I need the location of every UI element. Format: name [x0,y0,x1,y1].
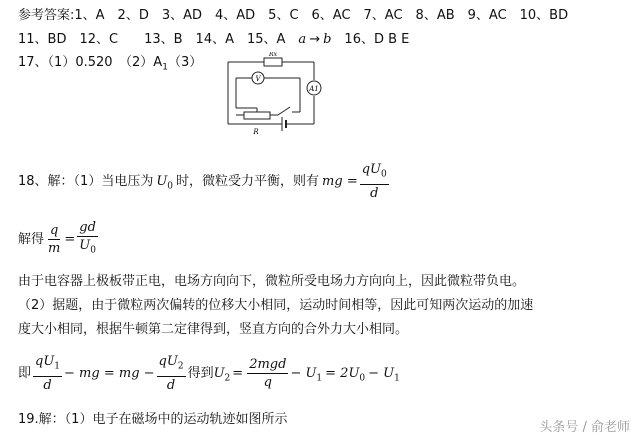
arrow-to-b: b [323,32,332,47]
eq-tail-sub1b: 1 [394,373,400,384]
eq-tail-sub0: 0 [359,373,366,384]
eq-f3-num: 2mgd [249,356,287,372]
q18-solve-line [18,220,100,259]
solve-label: 解得 [18,231,45,247]
circuit-diagram [222,52,338,138]
watermark: 头条号 / 俞老师 [539,420,630,435]
q18-text-b: 时，微粒受力平衡，则有 [176,173,320,189]
eq-f2-den: d [166,377,176,393]
frac1-den: d [370,185,379,201]
q19-line-1 [18,408,287,427]
answers-text-2b: 16、D B E [331,32,410,47]
frac3-num: gd [79,220,96,235]
q18-text-a: 18、解：（1）当电压为 [18,173,154,189]
para3-text: 度大小相同，根据牛顿第二定律得到，竖直方向的合外力大小相同。 [18,322,409,337]
eq-tail-c: − U [368,365,395,381]
frac1-num-sub: 0 [381,169,387,180]
answers-text-2a: 11、BD 12、C 13、B 14、A 15、A [18,32,299,47]
eq-label: 即 [18,365,32,381]
ammeter-label: A1 [309,85,319,93]
eq-f1-num: qU [35,354,55,369]
q19-text: 19.解：（1）电子在磁场中的运动轨迹如图所示 [18,412,288,427]
q18-paragraph-2 [18,294,533,313]
q17-sub: 1 [162,62,168,73]
rx-label: Rx [269,52,277,58]
fraction-qu1-over-d [33,354,62,393]
answers-line-2 [18,28,409,47]
answers-line-1 [18,4,568,23]
q18-paragraph-1 [18,270,525,289]
fraction-gd-over-u0 [77,220,98,259]
q18-equation-line [18,354,400,393]
answers-text-1: 参考答案:1、A 2、D 3、AD 4、AD 5、C 6、AC 7、AC 8、AB 9、AC 10、BD [18,8,569,23]
eq-equals: = [232,365,244,381]
para1-text: 由于电容器上极板带正电，电场方向向下，微粒所受电场力方向向上，因此微粒带负电。 [18,274,526,289]
q18-paragraph-3 [18,318,408,337]
eq-tail-a: − U [290,365,317,381]
frac1-num: qU [361,162,382,177]
frac2-den: m [48,240,61,256]
fraction-qu0-over-d [360,162,389,201]
u0-sub: 0 [167,181,174,192]
frac2-num: q [50,222,59,238]
eq-f2-sub: 2 [177,361,184,372]
q17-text-a: 17、（1）0.520 （2）A [18,55,163,70]
fraction-q-over-m [46,223,62,256]
frac3-den-sub: 0 [90,245,96,256]
eq-f3-den: q [263,374,272,390]
q17-text-b: （3） [167,55,203,70]
arrow-from-a: a [298,32,307,47]
frac3-den: U [79,238,91,253]
eq-get: 得到 [187,365,214,381]
rheostat-label: R [253,128,259,136]
equals-sign: = [64,231,76,247]
u2-sub: 2 [224,373,231,384]
para2-text: （2）据题，由于微粒两次偏转的位移大小相同，运动时间相等，因此可知两次运动的加速 [18,298,534,313]
mg-expr: mg = [322,173,358,189]
eq-f1-sub: 1 [54,361,61,372]
q18-line-1 [18,162,391,201]
fraction-qu2-over-d [157,354,186,393]
right-arrow-icon: → [309,32,321,47]
u0-symbol: U [156,173,168,189]
eq-f2-num: qU [158,354,178,369]
eq-f1-den: d [43,377,52,393]
eq-tail-sub1: 1 [316,373,323,384]
eq-tail-b: = 2U [325,365,360,381]
voltmeter-label: V [255,75,261,83]
eq-middle: − mg = mg − [64,365,155,381]
u2-symbol: U [213,365,225,381]
q17-line [18,51,202,73]
fraction-2mgd-over-q [247,357,288,390]
